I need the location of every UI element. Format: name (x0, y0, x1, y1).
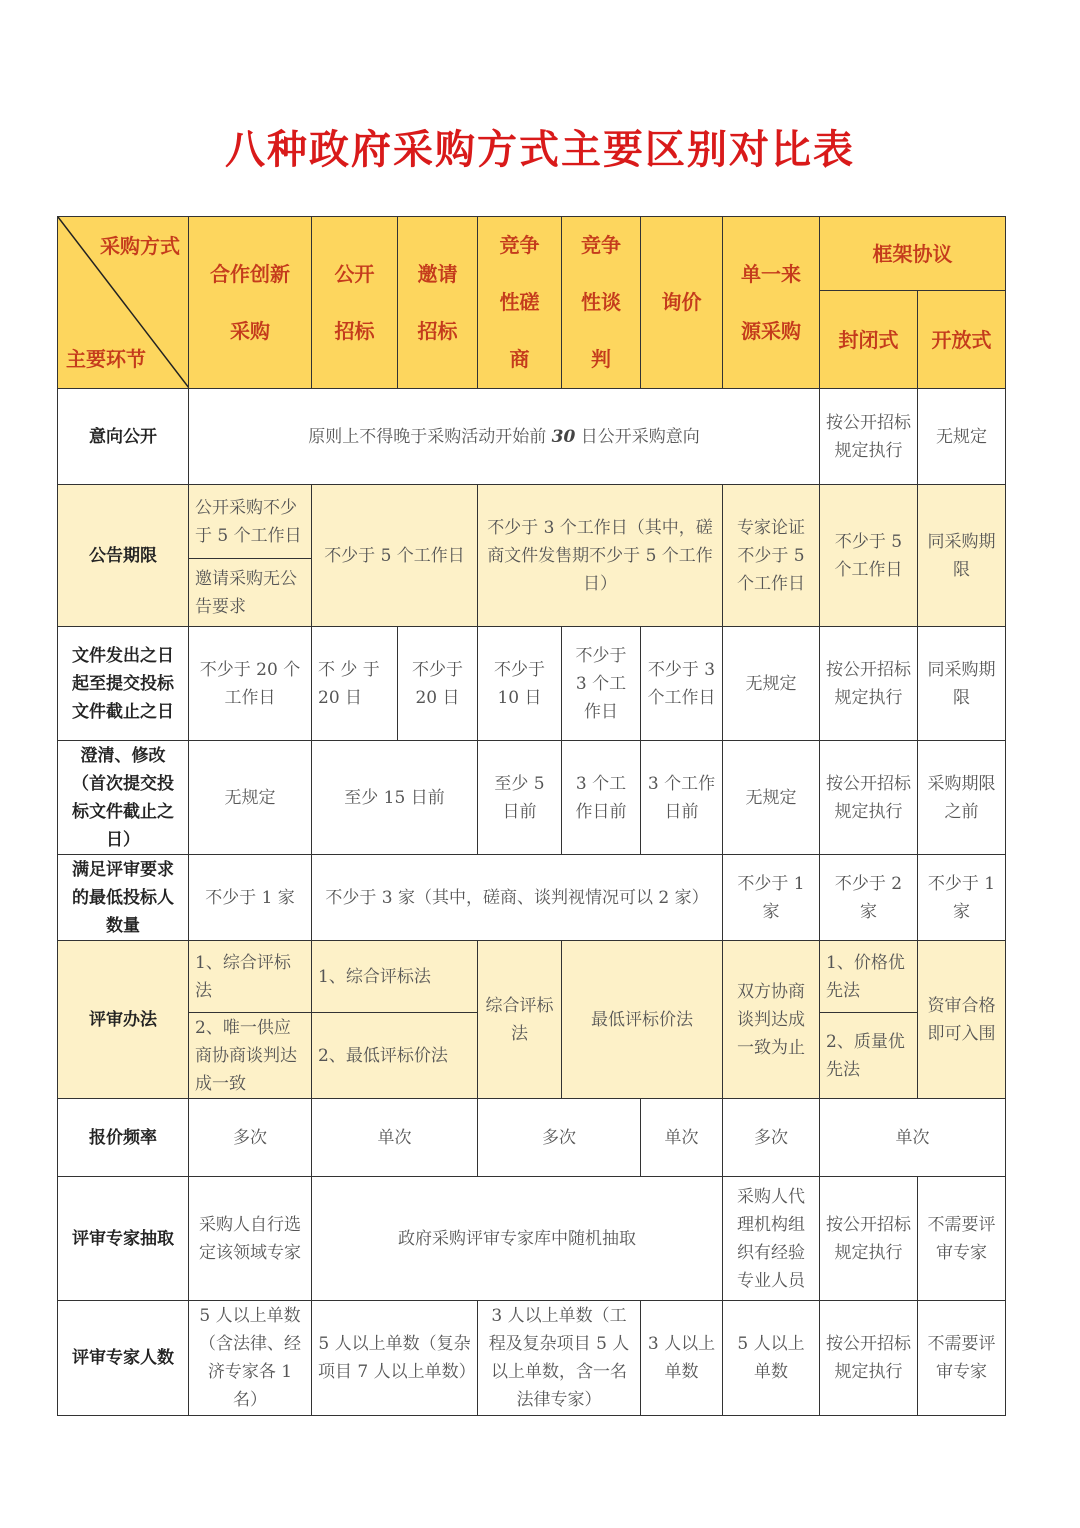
cell-notice-closed: 不少于 5 个工作日 (820, 485, 918, 627)
cell-bidders-coop: 不少于 1 家 (189, 855, 312, 941)
row-label-clarify: 澄清、修改（首次提交投标文件截止之日） (58, 741, 189, 855)
cell-intent-closed: 按公开招标规定执行 (820, 389, 918, 485)
cell-clarify-consult: 至少 5 日前 (478, 741, 562, 855)
cell-clarify-open-invite: 至少 15 日前 (312, 741, 478, 855)
col-header-consult: 竞争 性磋 商 (478, 217, 562, 389)
cell-intent-openfw: 无规定 (918, 389, 1006, 485)
cell-docs-openfw: 同采购期限 (918, 627, 1006, 741)
row-label-expert-pick: 评审专家抽取 (58, 1177, 189, 1301)
row-label-bidders: 满足评审要求的最低投标人数量 (58, 855, 189, 941)
cell-review-coop-a: 1、综合评标法 (189, 941, 312, 1013)
cell-notice-coop-a: 公开采购不少于 5 个工作日 (189, 485, 312, 559)
cell-expert-pick-closed: 按公开招标规定执行 (820, 1177, 918, 1301)
cell-docs-open: 不 少 于 20 日 (312, 627, 398, 741)
cell-quote-single: 多次 (723, 1099, 820, 1177)
cell-clarify-negotiate: 3 个工作日前 (562, 741, 641, 855)
cell-review-closed-a: 1、价格优先法 (820, 941, 918, 1013)
cell-clarify-openfw: 采购期限之前 (918, 741, 1006, 855)
cell-notice-open-invite: 不少于 5 个工作日 (312, 485, 478, 627)
row-label-quote: 报价频率 (58, 1099, 189, 1177)
cell-clarify-coop: 无规定 (189, 741, 312, 855)
row-label-review: 评审办法 (58, 941, 189, 1099)
corner-label-method: 采购方式 (100, 234, 180, 258)
cell-quote-open-invite: 单次 (312, 1099, 478, 1177)
col-header-negotiate: 竞争 性谈 判 (562, 217, 641, 389)
cell-review-openfw: 资审合格即可入围 (918, 941, 1006, 1099)
col-header-framework: 框架协议 (820, 217, 1006, 291)
cell-notice-single: 专家论证不少于 5 个工作日 (723, 485, 820, 627)
col-header-coop: 合作创新 采购 (189, 217, 312, 389)
cell-review-closed-b: 2、质量优先法 (820, 1013, 918, 1099)
cell-quote-inquiry: 单次 (641, 1099, 723, 1177)
corner-header-cell (58, 217, 189, 389)
row-quote (58, 1099, 1006, 1177)
cell-notice-consult-neg-inq: 不少于 3 个工作日（其中，磋商文件发售期不少于 5 个工作日） (478, 485, 723, 627)
row-label-notice: 公告期限 (58, 485, 189, 627)
cell-docs-consult: 不少于 10 日 (478, 627, 562, 741)
cell-notice-coop-b: 邀请采购无公告要求 (189, 559, 312, 627)
page-title: 八种政府采购方式主要区别对比表 (225, 127, 855, 173)
cell-expert-num-closed: 按公开招标规定执行 (820, 1301, 918, 1416)
cell-bidders-openfw: 不少于 1 家 (918, 855, 1006, 941)
intent-days-number: 30 (551, 426, 576, 447)
row-expert-num (58, 1301, 1006, 1416)
cell-bidders-closed: 不少于 2 家 (820, 855, 918, 941)
cell-expert-num-coop: 5 人以上单数（含法律、经济专家各 1 名） (189, 1301, 312, 1416)
cell-clarify-single: 无规定 (723, 741, 820, 855)
cell-expert-num-inquiry: 3 人以上单数 (641, 1301, 723, 1416)
col-header-single: 单一来 源采购 (723, 217, 820, 389)
row-intent (58, 389, 1006, 485)
cell-bidders-middle: 不少于 3 家（其中，磋商、谈判视情况可以 2 家） (312, 855, 723, 941)
col-header-inquiry: 询价 (641, 217, 723, 389)
cell-docs-closed: 按公开招标规定执行 (820, 627, 918, 741)
col-header-invite: 邀请 招标 (398, 217, 478, 389)
cell-expert-num-open-invite: 5 人以上单数（复杂项目 7 人以上单数） (312, 1301, 478, 1416)
cell-review-single: 双方协商谈判达成一致为止 (723, 941, 820, 1099)
cell-quote-coop: 多次 (189, 1099, 312, 1177)
row-review (58, 941, 1006, 1013)
row-label-docs: 文件发出之日起至提交投标文件截止之日 (58, 627, 189, 741)
comparison-table (57, 216, 1006, 1416)
corner-label-step: 主要环节 (66, 347, 146, 371)
cell-clarify-inquiry: 3 个工作日前 (641, 741, 723, 855)
row-label-intent: 意向公开 (58, 389, 189, 485)
row-docs (58, 627, 1006, 741)
cell-expert-pick-single: 采购人代理机构组织有经验专业人员 (723, 1177, 820, 1301)
cell-docs-single: 无规定 (723, 627, 820, 741)
cell-review-coop-b: 2、唯一供应商协商谈判达成一致 (189, 1013, 312, 1099)
col-header-closed: 封闭式 (820, 291, 918, 389)
cell-expert-num-openfw: 不需要评审专家 (918, 1301, 1006, 1416)
cell-notice-openfw: 同采购期限 (918, 485, 1006, 627)
row-bidders (58, 855, 1006, 941)
cell-docs-coop: 不少于 20 个工作日 (189, 627, 312, 741)
cell-expert-num-single: 5 人以上单数 (723, 1301, 820, 1416)
row-expert-pick (58, 1177, 1006, 1301)
cell-review-oi-b: 2、最低评标价法 (312, 1013, 478, 1099)
cell-clarify-closed: 按公开招标规定执行 (820, 741, 918, 855)
cell-expert-pick-openfw: 不需要评审专家 (918, 1177, 1006, 1301)
cell-expert-num-consult-neg: 3 人以上单数（工程及复杂项目 5 人以上单数，含一名法律专家） (478, 1301, 641, 1416)
cell-review-consult: 综合评标法 (478, 941, 562, 1099)
col-header-openfw: 开放式 (918, 291, 1006, 389)
cell-quote-framework: 单次 (820, 1099, 1006, 1177)
header-row (58, 217, 1006, 291)
col-header-open: 公开 招标 (312, 217, 398, 389)
cell-docs-negotiate: 不少于 3 个工作日 (562, 627, 641, 741)
row-clarify (58, 741, 1006, 855)
row-notice (58, 485, 1006, 559)
cell-bidders-single: 不少于 1 家 (723, 855, 820, 941)
cell-expert-pick-middle: 政府采购评审专家库中随机抽取 (312, 1177, 723, 1301)
cell-docs-inquiry: 不少于 3 个工作日 (641, 627, 723, 741)
cell-expert-pick-coop: 采购人自行选定该领域专家 (189, 1177, 312, 1301)
cell-quote-consult-neg: 多次 (478, 1099, 641, 1177)
cell-review-neg-inq: 最低评标价法 (562, 941, 723, 1099)
cell-docs-invite: 不少于 20 日 (398, 627, 478, 741)
cell-review-oi-a: 1、综合评标法 (312, 941, 478, 1013)
row-label-expert-num: 评审专家人数 (58, 1301, 189, 1416)
cell-intent-main: 原则上不得晚于采购活动开始前 30 日公开采购意向 (189, 389, 820, 485)
